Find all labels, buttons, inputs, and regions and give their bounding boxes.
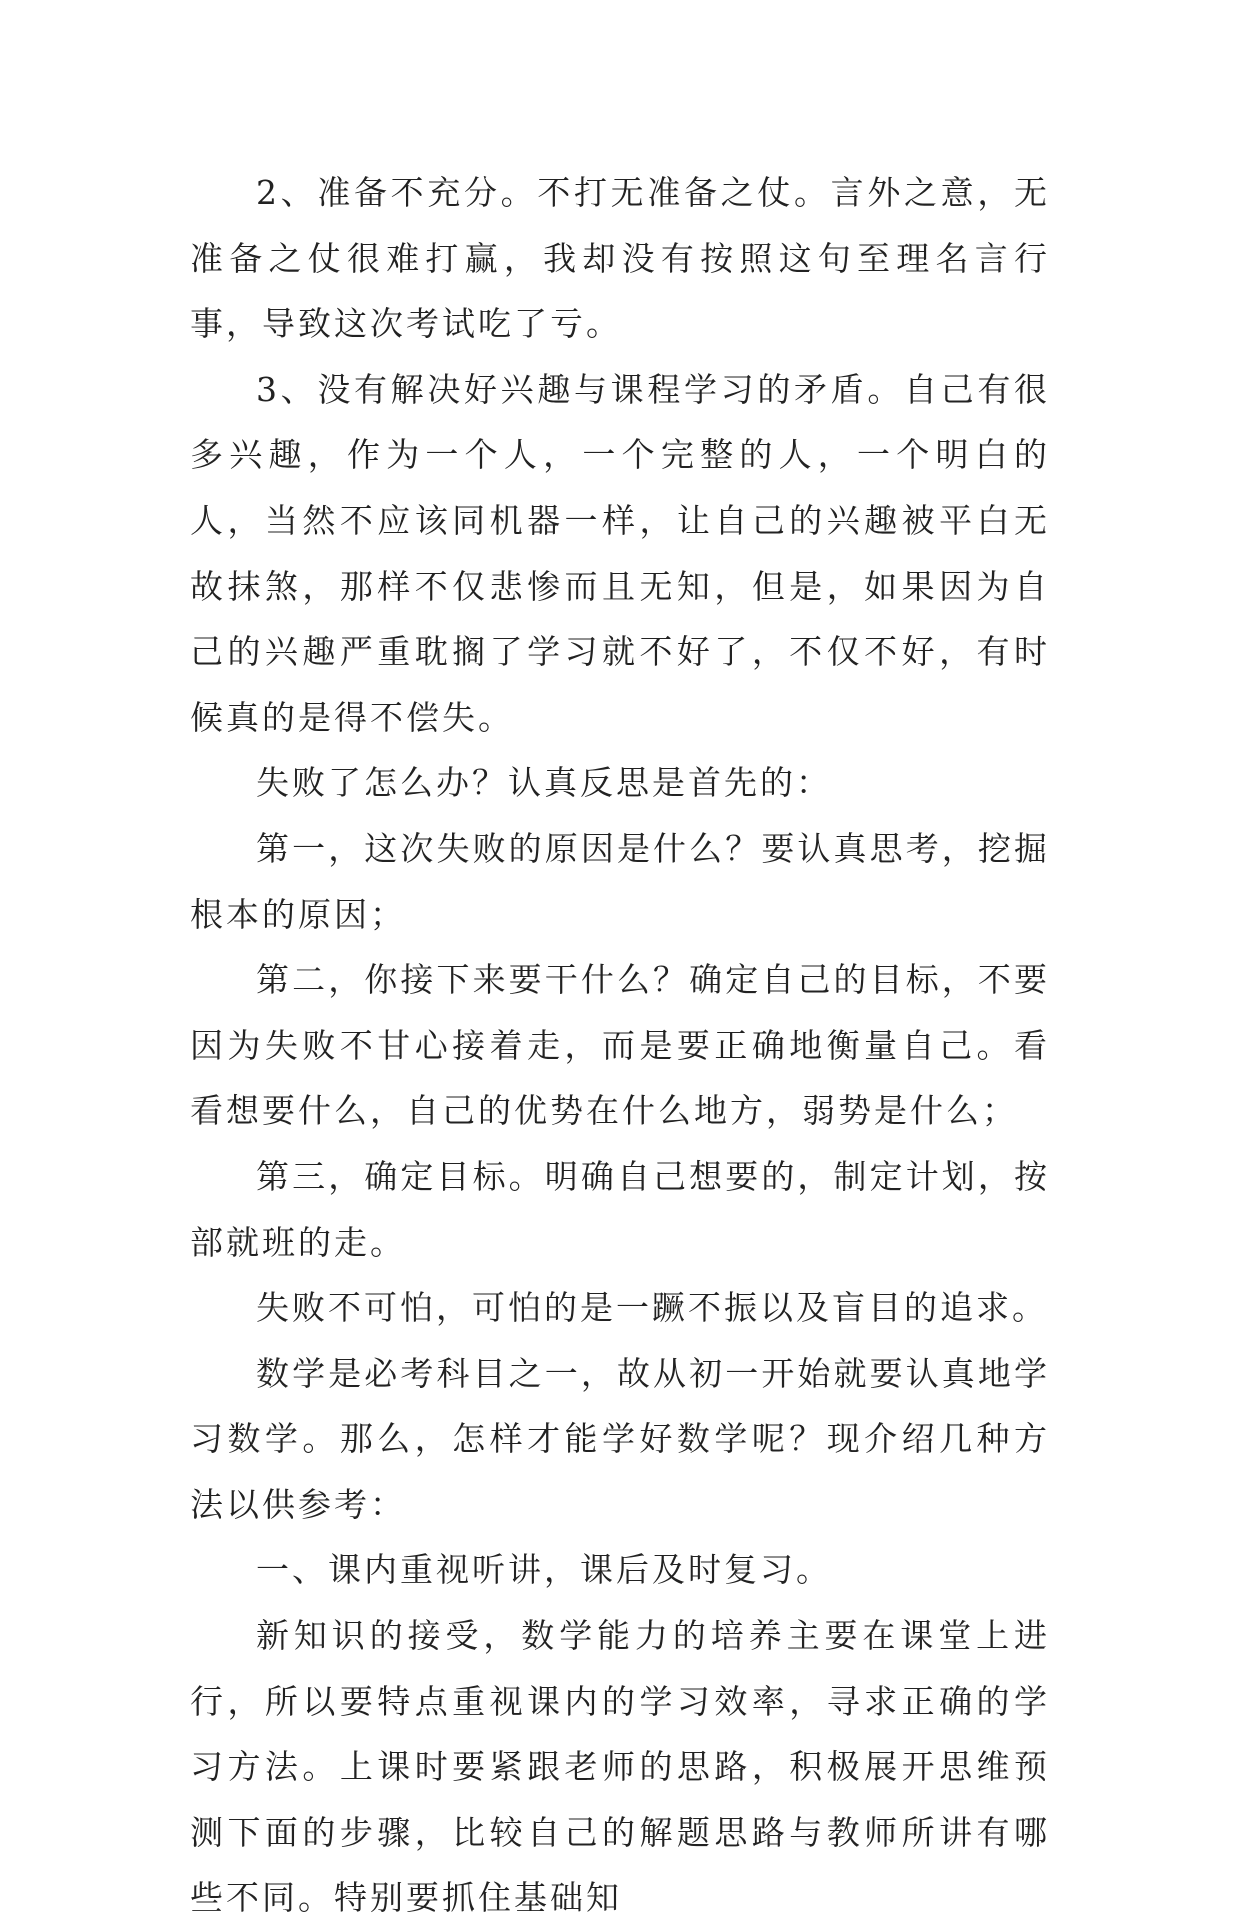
paragraph-reason-2: 2、准备不充分。不打无准备之仗。言外之意，无准备之仗很难打赢，我却没有按照这句至理名言行事，导致这次考试吃了亏。: [190, 173, 1050, 344]
document-body: [190, 160, 1050, 1931]
paragraph-math-intro: 数学是必考科目之一，故从初一开始就要认真地学习数学。那么，怎样才能学好数学呢？现介绍几种方法以供参考：: [190, 1353, 1050, 1524]
paragraph-first: 第一，这次失败的原因是什么？要认真思考，挖掘根本的原因；: [190, 828, 1050, 934]
paragraph-not-afraid: 失败不可怕，可怕的是一蹶不振以及盲目的追求。: [256, 1288, 1048, 1328]
paragraph-what-to-do: 失败了怎么办？认真反思是首先的：: [256, 763, 832, 803]
paragraph-third: 第三，确定目标。明确自己想要的，制定计划，按部就班的走。: [190, 1156, 1050, 1262]
paragraph-method-1-heading: 一、课内重视听讲，课后及时复习。: [256, 1550, 832, 1590]
paragraph-reason-3: 3、没有解决好兴趣与课程学习的矛盾。自己有很多兴趣，作为一个人，一个完整的人，一个明白的人，当然不应该同机器一样，让自己的兴趣被平白无故抹煞，那样不仅悲惨而且无知，但是，如果因为自己的兴趣严重耽搁了学习就不好了，不仅不好，有时候真的是得不偿失。: [190, 369, 1050, 737]
paragraph-method-1-body: 新知识的接受，数学能力的培养主要在课堂上进行，所以要特点重视课内的学习效率，寻求正确的学习方法。上课时要紧跟老师的思路，积极展开思维预测下面的步骤，比较自己的解题思路与教师所讲有哪些不同。特别要抓住基础知: [190, 1616, 1050, 1918]
paragraph-second: 第二，你接下来要干什么？确定自己的目标，不要因为失败不甘心接着走，而是要正确地衡量自己。看看想要什么，自己的优势在什么地方，弱势是什么；: [190, 960, 1050, 1131]
